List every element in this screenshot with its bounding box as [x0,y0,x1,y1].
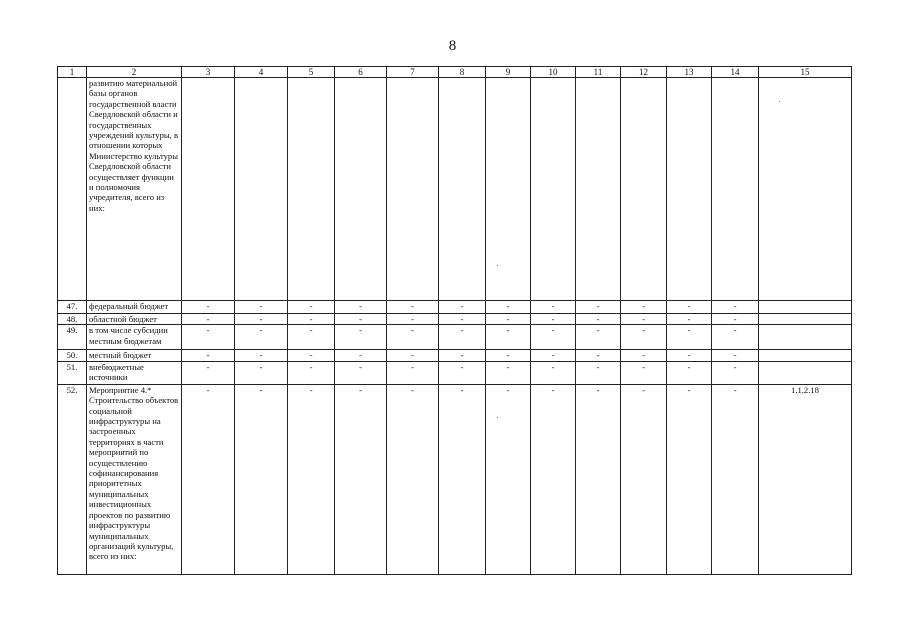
value-cell [486,78,531,301]
row-name: федеральный бюджет [87,301,182,314]
value-cell [621,78,667,301]
value-cell: - [667,350,712,361]
value-cell: - [182,384,235,574]
value-cell: - [335,325,387,350]
column-number-header: 9 [486,67,531,78]
value-cell: - [439,361,486,384]
table-row [58,301,852,314]
value-cell: - [387,301,439,314]
column-number-header: 12 [621,67,667,78]
row-number: 50. [58,350,87,361]
page-number: 8 [448,38,457,54]
value-cell: - [486,301,531,314]
table-row [58,384,852,574]
column-number-header: 14 [712,67,759,78]
value-cell: - [621,350,667,361]
value-cell: - [667,361,712,384]
column-number-header: 15 [759,67,852,78]
value-cell: - [182,314,235,325]
value-cell: - [335,384,387,574]
value-cell: - [387,384,439,574]
value-cell: - [235,301,288,314]
value-cell: - [288,314,335,325]
value-cell: - [531,325,576,350]
value-cell: - [387,361,439,384]
value-cell: - [576,361,621,384]
value-cell: - [288,350,335,361]
target-code: 1.1.2.18 [759,384,852,574]
value-cell: - [576,325,621,350]
value-cell: - [712,361,759,384]
value-cell: - [335,301,387,314]
column-number-header: 4 [235,67,288,78]
value-cell: - [235,314,288,325]
value-cell [439,78,486,301]
column-number-header: 2 [87,67,182,78]
scan-speck [497,265,498,266]
value-cell: - [486,361,531,384]
value-cell: - [288,301,335,314]
row-name: местный бюджет [87,350,182,361]
value-cell: - [621,325,667,350]
row-name: внебюджетные источники [87,361,182,384]
value-cell [335,78,387,301]
value-cell: - [712,350,759,361]
value-cell: - [335,314,387,325]
table-header-row [58,67,852,78]
value-cell: - [288,325,335,350]
value-cell: - [486,384,531,574]
value-cell: - [439,301,486,314]
value-cell: - [182,301,235,314]
value-cell: - [621,314,667,325]
value-cell: - [335,350,387,361]
value-cell: - [335,361,387,384]
value-cell: - [439,350,486,361]
financing-table-container [57,66,852,575]
value-cell: - [667,384,712,574]
target-code [759,301,852,314]
value-cell: - [531,361,576,384]
column-number-header: 1 [58,67,87,78]
table-row [58,350,852,361]
value-cell: - [712,301,759,314]
table-row [58,78,852,301]
value-cell [288,78,335,301]
row-name: в том числе субсидии местным бюджетам [87,325,182,350]
value-cell: - [486,350,531,361]
value-cell: - [288,361,335,384]
value-cell: - [621,301,667,314]
value-cell [235,78,288,301]
value-cell [712,78,759,301]
value-cell: - [576,314,621,325]
value-cell: - [235,350,288,361]
value-cell [531,78,576,301]
value-cell [576,78,621,301]
value-cell: - [531,301,576,314]
value-cell: - [531,314,576,325]
value-cell: - [439,384,486,574]
row-number [58,78,87,301]
row-number: 47. [58,301,87,314]
target-code [759,350,852,361]
value-cell: - [712,314,759,325]
value-cell: - [288,384,335,574]
column-number-header: 10 [531,67,576,78]
value-cell: - [576,384,621,574]
target-code [759,325,852,350]
value-cell [667,78,712,301]
target-code [759,314,852,325]
row-name: областной бюджет [87,314,182,325]
value-cell: - [712,384,759,574]
row-name: развитию материальной базы органов государственной власти Свердловской области и государственных учреждений культуры, в отношении которых Министерство культуры Свердловской области осуществляет функции и полномочия учредителя, всего из них: [87,78,182,301]
scan-speck [497,417,498,418]
value-cell: - [387,325,439,350]
value-cell: - [576,301,621,314]
value-cell: - [182,361,235,384]
target-code [759,78,852,301]
column-number-header: 7 [387,67,439,78]
value-cell: - [182,350,235,361]
row-number: 49. [58,325,87,350]
financing-table [57,66,852,575]
value-cell [387,78,439,301]
column-number-header: 6 [335,67,387,78]
value-cell: - [531,350,576,361]
value-cell: - [439,325,486,350]
row-name: Мероприятие 4.* Строительство объектов социальной инфраструктуры на застроенных территориях в части мероприятий по осуществлению софинансирования приоритетных муниципальных инвестиционных проектов по развитию инфраструктуры муниципальных организаций культуры, всего из них: [87,384,182,574]
column-number-header: 5 [288,67,335,78]
row-number: 52. [58,384,87,574]
value-cell: - [182,325,235,350]
column-number-header: 11 [576,67,621,78]
value-cell: - [576,350,621,361]
value-cell: - [531,384,576,574]
value-cell: - [486,314,531,325]
column-number-header: 3 [182,67,235,78]
value-cell: - [387,314,439,325]
value-cell: - [712,325,759,350]
table-row [58,361,852,384]
row-number: 48. [58,314,87,325]
value-cell: - [621,361,667,384]
column-number-header: 13 [667,67,712,78]
value-cell [182,78,235,301]
value-cell: - [387,350,439,361]
value-cell: - [667,301,712,314]
table-row [58,314,852,325]
value-cell: - [235,325,288,350]
row-number: 51. [58,361,87,384]
target-code [759,361,852,384]
scan-speck [779,101,780,102]
column-number-header: 8 [439,67,486,78]
table-row [58,325,852,350]
value-cell: - [486,325,531,350]
value-cell: - [621,384,667,574]
value-cell: - [667,314,712,325]
value-cell: - [667,325,712,350]
value-cell: - [235,384,288,574]
value-cell: - [439,314,486,325]
value-cell: - [235,361,288,384]
